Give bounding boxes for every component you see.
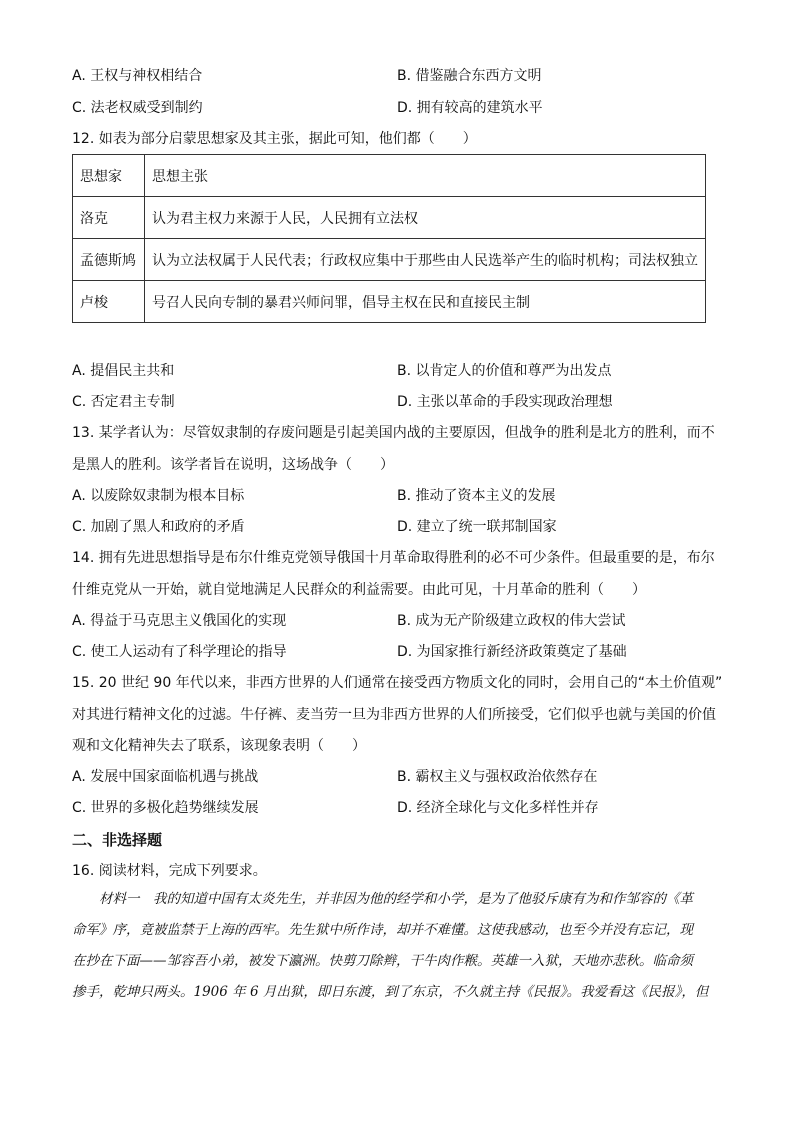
table-cell: 认为君主权力来源于人民，人民拥有立法权 <box>145 197 706 239</box>
q16-stem: 16. 阅读材料，完成下列要求。 <box>72 863 267 879</box>
q15-stem-line1: 15. 20 世纪 90 年代以来，非西方世界的人们通常在接受西方物质文化的同时，会用自己的“本土价值观” <box>72 675 723 691</box>
q11-option-d: D. 拥有较高的建筑水平 <box>397 100 543 116</box>
material-line: 材料一 我的知道中国有太炎先生，并非因为他的经学和小学，是为了他驳斥康有为和作邹容的《革 <box>72 891 693 907</box>
q15-stem-line3: 观和文化精神失去了联系，该现象表明（ ） <box>72 738 366 754</box>
q14-stem-line1: 14. 拥有先进思想指导是布尔什维克党领导俄国十月革命取得胜利的必不可少条件。但最重要的是，布尔 <box>72 550 715 566</box>
q13-option-a: A. 以废除奴隶制为根本目标 <box>72 488 245 504</box>
q12-option-d: D. 主张以革命的手段实现政治理想 <box>397 394 613 410</box>
q13-option-d: D. 建立了统一联邦制国家 <box>397 519 557 535</box>
table-cell: 认为立法权属于人民代表；行政权应集中于那些由人民选举产生的临时机构；司法权独立 <box>145 239 706 281</box>
material-line: 在抄在下面——邹容吾小弟，被发下瀛洲。快剪刀除辫，干牛肉作糇。英雄一入狱，天地亦悲秋。临命须 <box>72 953 693 969</box>
q12-stem: 12. 如表为部分启蒙思想家及其主张，据此可知，他们都（ ） <box>72 131 477 147</box>
q13-option-b: B. 推动了资本主义的发展 <box>397 488 556 504</box>
table-cell: 号召人民向专制的暴君兴师问罪，倡导主权在民和直接民主制 <box>145 281 706 323</box>
q14-option-a: A. 得益于马克思主义俄国化的实现 <box>72 613 287 629</box>
q11-option-c: C. 法老权威受到制约 <box>72 100 203 116</box>
q14-stem-line2: 什维克党从一开始，就自觉地满足人民群众的利益需要。由此可见，十月革命的胜利（ ） <box>72 582 646 598</box>
q15-option-c: C. 世界的多极化趋势继续发展 <box>72 800 259 816</box>
q14-option-b: B. 成为无产阶级建立政权的伟大尝试 <box>397 613 626 629</box>
table-cell: 孟德斯鸠 <box>73 239 145 281</box>
material-line: 掺手，乾坤只两头。1906 年 6 月出狱，即日东渡，到了东京，不久就主持《民报》。我爱看这《民报》，但 <box>72 984 709 1000</box>
section-title: 二、非选择题 <box>72 831 163 849</box>
material-line: 命军》序，竟被监禁于上海的西牢。先生狱中所作诗，却并不难懂。这使我感动，也至今并没有忘记，现 <box>72 922 693 938</box>
q13-stem-line2: 是黑人的胜利。该学者旨在说明，这场战争（ ） <box>72 457 394 473</box>
table-row <box>73 239 706 281</box>
q12-option-c: C. 否定君主专制 <box>72 394 175 410</box>
table-row <box>73 281 706 323</box>
q15-option-a: A. 发展中国家面临机遇与挑战 <box>72 769 259 785</box>
q13-option-c: C. 加剧了黑人和政府的矛盾 <box>72 519 245 535</box>
q13-stem-line1: 13. 某学者认为：尽管奴隶制的存废问题是引起美国内战的主要原因，但战争的胜利是北方的胜利，而不 <box>72 425 715 441</box>
q15-option-b: B. 霸权主义与强权政治依然存在 <box>397 769 598 785</box>
q15-option-d: D. 经济全球化与文化多样性并存 <box>397 800 599 816</box>
table-cell: 卢梭 <box>73 281 145 323</box>
q14-option-d: D. 为国家推行新经济政策奠定了基础 <box>397 644 627 660</box>
table-header-cell: 思想家 <box>73 155 145 197</box>
table-header-row <box>73 155 706 197</box>
q11-option-a: A. 王权与神权相结合 <box>72 68 203 84</box>
q16-material <box>72 884 712 1008</box>
q12-option-b: B. 以肯定人的价值和尊严为出发点 <box>397 363 612 379</box>
table-header-cell: 思想主张 <box>145 155 706 197</box>
q11-option-b: B. 借鉴融合东西方文明 <box>397 68 542 84</box>
q12-table <box>72 154 706 323</box>
table-cell: 洛克 <box>73 197 145 239</box>
q14-option-c: C. 使工人运动有了科学理论的指导 <box>72 644 287 660</box>
q15-stem-line2: 对其进行精神文化的过滤。牛仔裤、麦当劳一旦为非西方世界的人们所接受，它们似乎也就与美国的价值 <box>72 707 716 723</box>
table-row <box>73 197 706 239</box>
q12-option-a: A. 提倡民主共和 <box>72 363 175 379</box>
